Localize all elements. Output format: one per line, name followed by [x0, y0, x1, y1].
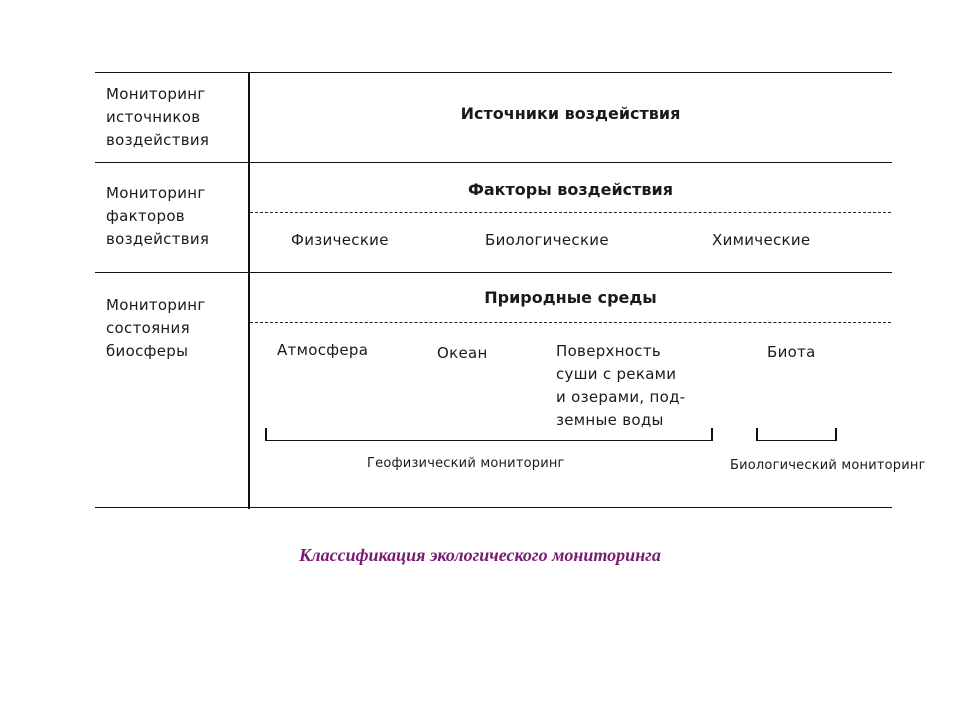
factor-biological: Биологические — [485, 231, 609, 249]
biological-bracket — [756, 428, 837, 441]
table-top-border — [95, 72, 892, 73]
media-dashed-divider — [250, 322, 891, 323]
media-atmosphere: Атмосфера — [277, 341, 369, 359]
header-natural-media: Природные среды — [484, 288, 657, 307]
group-geophysical-monitoring: Геофизический мониторинг — [367, 456, 565, 471]
row-label-biosphere-monitoring: Мониторинг состояния биосферы — [106, 296, 206, 360]
figure-caption: Классификация экологического мониторинга — [299, 545, 661, 565]
header-sources: Источники воздействия — [460, 104, 681, 123]
header-factors: Факторы воздействия — [467, 180, 674, 199]
media-land-surface: Поверхность суши с реками и озерами, под- земные воды — [556, 342, 686, 429]
factor-chemical: Химические — [712, 231, 811, 249]
geophysical-bracket — [265, 428, 713, 441]
row-divider-1 — [95, 162, 892, 163]
media-biota: Биота — [767, 343, 816, 361]
row-label-sources-monitoring: Мониторинг источников воздействия — [106, 85, 210, 149]
factors-dashed-divider — [250, 212, 891, 213]
row-label-factors-monitoring: Мониторинг факторов воздействия — [106, 184, 210, 248]
group-biological-monitoring: Биологический мониторинг — [730, 458, 926, 473]
table-bottom-border — [95, 507, 892, 508]
factor-physical: Физические — [291, 231, 389, 249]
row-divider-2 — [95, 272, 892, 273]
media-ocean: Океан — [437, 344, 488, 362]
